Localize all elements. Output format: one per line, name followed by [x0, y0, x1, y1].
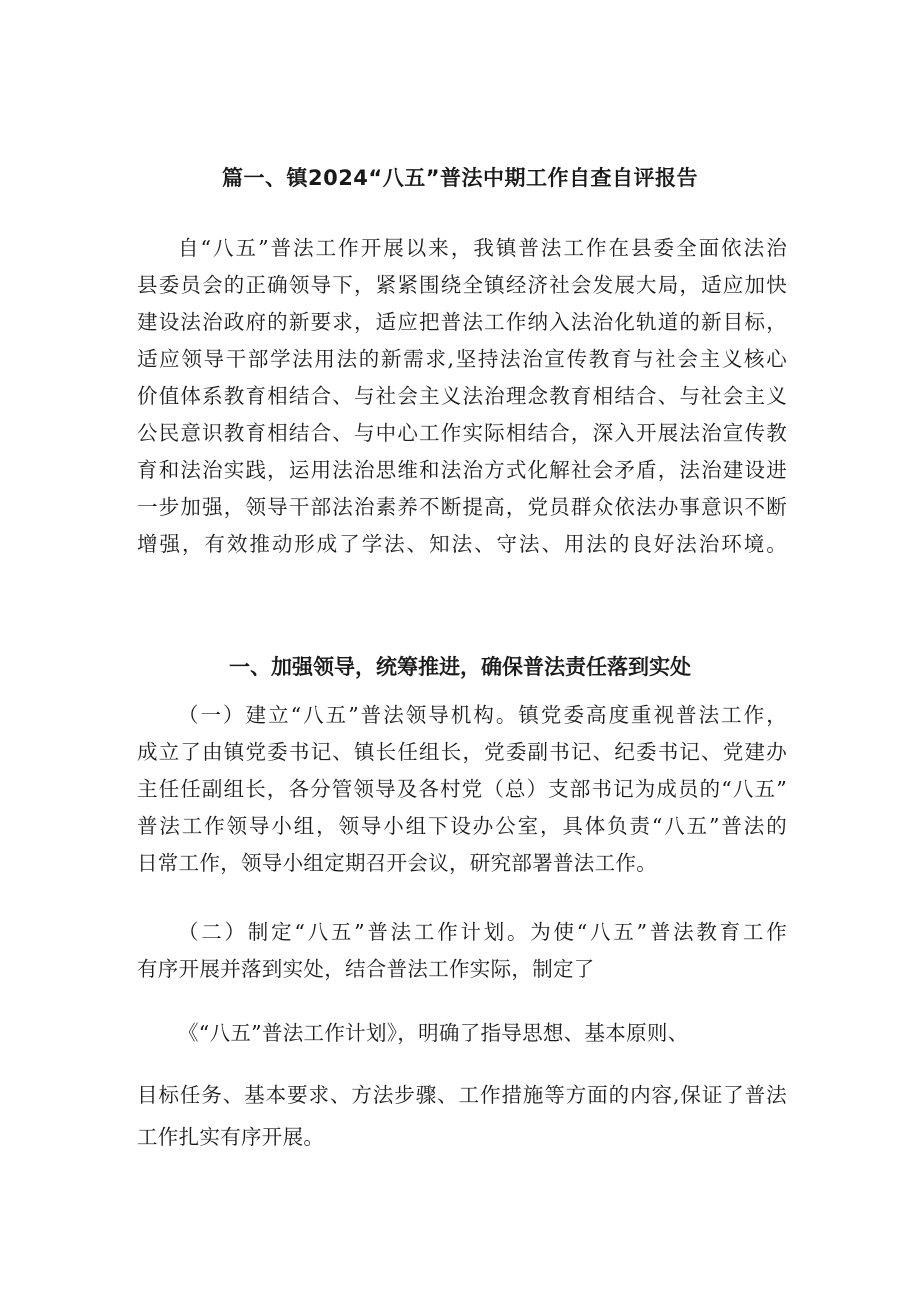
paragraph-line: 《“八五”普法工作计划》，明确了指导思想、基本原则、	[178, 1021, 689, 1045]
paragraph-line: 一步加强，领导干部法治素养不断提高，党员群众依法办事意识不断	[137, 495, 787, 519]
paragraph-line: 成立了由镇党委书记、镇长任组长，党委副书记、纪委书记、党建办	[137, 740, 787, 764]
paragraph-line: 普法工作领导小组，领导小组下设办公室，具体负责“八五”普法的	[137, 814, 787, 838]
paragraph-line: （二）制定“八五”普法工作计划。为使“八五”普法教育工作	[178, 920, 787, 944]
paragraph-line: 适应领导干部学法用法的新需求,坚持法治宣传教育与社会主义核心	[137, 347, 787, 371]
paragraph-line: 主任任副组长，各分管领导及各村党（总）支部书记为成员的“八五”	[137, 777, 787, 801]
paragraph-line: 自“八五”普法工作开展以来，我镇普法工作在县委全面依法治	[178, 236, 787, 260]
paragraph-line: 日常工作，领导小组定期召开会议，研究部署普法工作。	[137, 851, 657, 875]
paragraph-line: 价值体系教育相结合、与社会主义法治理念教育相结合、与社会主义	[137, 384, 787, 408]
paragraph-line: 工作扎实有序开展。	[137, 1125, 325, 1149]
paragraph-line: （一）建立“八五”普法领导机构。镇党委高度重视普法工作，	[178, 703, 787, 727]
paragraph-line: 建设法治政府的新要求，适应把普法工作纳入法治化轨道的新目标，	[137, 310, 787, 334]
document-title: 篇一、镇2024“八五”普法中期工作自查自评报告	[221, 166, 699, 190]
paragraph-line: 目标任务、基本要求、方法步骤、工作措施等方面的内容,保证了普法	[137, 1083, 787, 1107]
paragraph-line: 公民意识教育相结合、与中心工作实际相结合，深入开展法治宣传教	[137, 421, 787, 445]
section-heading: 一、加强领导，统筹推进，确保普法责任落到实处	[229, 655, 691, 679]
paragraph-line: 增强，有效推动形成了学法、知法、守法、用法的良好法治环境。	[137, 532, 787, 556]
paragraph-line: 育和法治实践，运用法治思维和法治方式化解社会矛盾，法治建设进	[137, 458, 787, 482]
paragraph-line: 有序开展并落到实处，结合普法工作实际，制定了	[137, 957, 595, 981]
paragraph-line: 县委员会的正确领导下，紧紧围绕全镇经济社会发展大局，适应加快	[137, 273, 787, 297]
